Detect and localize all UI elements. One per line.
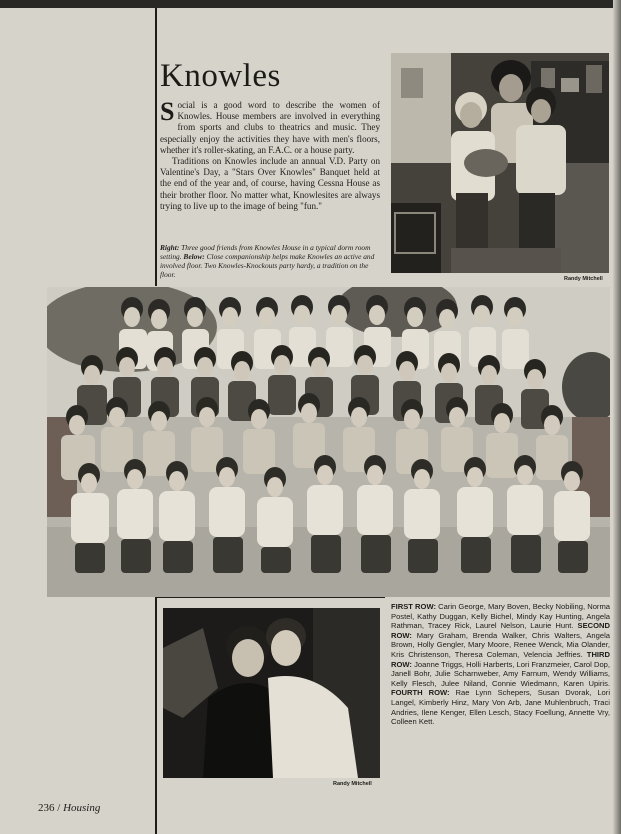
drop-cap: S xyxy=(160,97,175,126)
photo-caption xyxy=(160,243,384,279)
caption-below-text: Close companionship helps make Knowles an active and involved floor. Two Knowles-Knockouts party hardy, a tradition on the floor. xyxy=(160,252,375,279)
top-border xyxy=(0,0,621,8)
row2-label: SECOND ROW: xyxy=(391,621,610,640)
caption-below-label: Below: xyxy=(183,252,205,261)
intro-paragraph-1: ocial is a good word to describe the women of Knowles. House members are involved in everything from sports and clubs to theatrics and music. They especially enjoy the activities they have with men's floors, whether it's roller-skating, an F.A.C. or a house party. xyxy=(160,100,380,155)
photo-credit-top: Randy Mitchell xyxy=(564,276,603,282)
row3-names: Joanne Triggs, Holli Harberts, Lori Franzmeier, Carol Dop, Janell Bohr, Julie Scharnweber, Amy Farnum, Wendy Williams, Kelly Flesch, Julee Niland, Connie Wiedmann, Karen Upiris. xyxy=(391,659,610,688)
intro-text xyxy=(160,97,380,212)
vertical-rule-top xyxy=(155,8,157,286)
page-folio xyxy=(38,802,100,814)
row1-names: Carin George, Mary Boven, Becky Nobiling, Norma Postel, Kathy Duggan, Kelly Bichel, Mindy Kay Hunting, Angela Rathman, Tracey Rick, Laurel Nelson, Laurie Hunt. xyxy=(391,602,610,631)
page-edge-shadow xyxy=(613,0,621,834)
row1-label: FIRST ROW: xyxy=(391,602,437,611)
row4-names: Rae Lynn Schepers, Susan Dvorak, Lori Langel, Kimberly Hinz, Mary Von Arb, Jane Muhlenbruch, Traci Andries, Ilene Kenger, Ellen Lesch, Stacy Foellung, Annette Vry, Colleen Kett. xyxy=(391,688,610,727)
group-photo-illustration xyxy=(47,287,610,597)
party-photo-illustration xyxy=(163,608,380,778)
party-photo xyxy=(163,608,380,778)
group-photo xyxy=(47,287,610,597)
page-number: 236 xyxy=(38,802,55,814)
folio-separator: / xyxy=(54,802,64,814)
caption-right-text: Three good friends from Knowles House in a typical dorm room setting. xyxy=(160,243,371,261)
photo-credit-bottom: Randy Mitchell xyxy=(333,781,372,787)
row2-names: Mary Graham, Brenda Walker, Chris Walters, Angela Brown, Holly Gengler, Mary Moore, Renee Wenck, Mia Olander, Kris Christenson, Theresa Coleman, Velencia Jeffries. xyxy=(391,630,610,659)
dorm-room-photo-illustration xyxy=(391,53,609,273)
vertical-rule-bottom xyxy=(155,597,157,834)
dorm-room-photo xyxy=(391,53,609,273)
section-name: Housing xyxy=(63,802,101,814)
caption-right-label: Right: xyxy=(160,243,180,252)
row4-label: FOURTH ROW: xyxy=(391,688,450,698)
intro-paragraph-2: Traditions on Knowles include an annual V.D. Party on Valentine's Day, a "Stars Over Knowles" Banquet held at the end of the year and, of course, having Cessna House as their brother floor. No matter what, Knowlesites are always trying to live up to the image of being "fun." xyxy=(160,156,380,211)
name-roster xyxy=(391,602,610,727)
row3-label: THIRD ROW: xyxy=(391,649,611,669)
page-title: Knowles xyxy=(160,58,281,94)
